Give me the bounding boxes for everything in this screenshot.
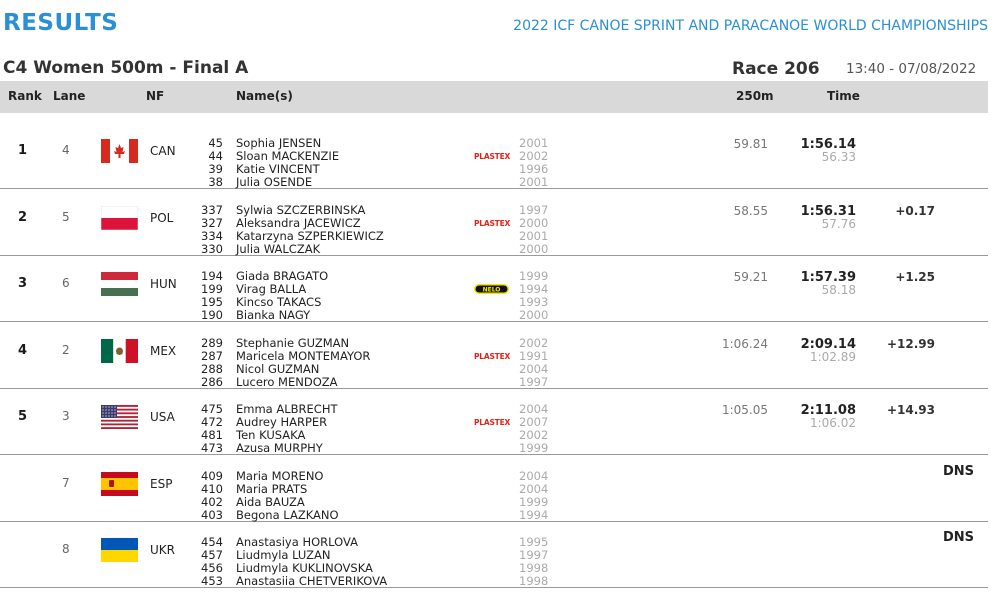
svg-text:PLASTEX: PLASTEX xyxy=(474,218,510,228)
bib-numbers xyxy=(190,337,223,389)
birth-year-line: 2004 xyxy=(519,402,549,416)
status-badge: DNS xyxy=(942,530,974,545)
ukraine-flag xyxy=(101,538,138,562)
results-title: RESULTS xyxy=(3,10,119,36)
birth-year-line: 2004 xyxy=(519,468,549,483)
lane-cell: 4 xyxy=(62,143,70,157)
lane-cell: 2 xyxy=(62,342,70,357)
nf-cell: POL xyxy=(150,210,174,225)
col-time: Time xyxy=(827,89,860,103)
athlete-name-line: Maria PRATS xyxy=(236,481,308,496)
athlete-name-line: Audrey HARPER xyxy=(236,415,328,429)
table-row xyxy=(0,322,988,389)
athlete-name-line: Katarzyna SZPERKIEWICZ xyxy=(236,228,384,243)
race-number xyxy=(732,59,820,79)
race-label: Race xyxy=(732,59,779,79)
event-title: C4 Women 500m - Final A xyxy=(3,58,249,78)
final-time: 2:09.14 xyxy=(800,336,856,352)
bib-number-line: 44 xyxy=(208,149,223,163)
nf-cell: UKR xyxy=(150,543,175,557)
bib-numbers xyxy=(190,536,223,588)
svg-text:PLASTEX: PLASTEX xyxy=(474,152,510,161)
nelo-logo xyxy=(474,280,510,292)
bib-number-line: 330 xyxy=(201,241,223,256)
athlete-name-line: Virag BALLA xyxy=(236,282,307,296)
athlete-name-line: Anastasiya HORLOVA xyxy=(236,535,358,549)
nf-cell: ESP xyxy=(150,476,173,491)
athlete-name-line: Sophia JENSEN xyxy=(236,136,322,150)
birth-year-line: 2002 xyxy=(519,149,549,163)
final-time: 1:56.31 xyxy=(800,203,856,219)
birth-years xyxy=(519,536,548,588)
second-split: 58.18 xyxy=(821,283,856,297)
athlete-name-line: Emma ALBRECHT xyxy=(236,402,338,416)
birth-years xyxy=(519,270,548,322)
birth-year-line: 1997 xyxy=(519,374,549,389)
table-row xyxy=(0,521,988,588)
plastex-logo xyxy=(474,147,510,159)
birth-year-line: 1997 xyxy=(519,548,549,562)
second-split: 1:06.02 xyxy=(809,416,856,430)
athlete-name-line: Aleksandra JACEWICZ xyxy=(236,215,361,230)
athlete-name-line: Ten KUSAKA xyxy=(236,428,306,442)
athlete-name-line: Sylwia SZCZERBINSKA xyxy=(236,202,366,217)
birth-year-line: 2000 xyxy=(519,241,549,256)
birth-year-line: 2001 xyxy=(519,175,549,189)
svg-text:PLASTEX: PLASTEX xyxy=(474,351,510,361)
bib-number-line: 403 xyxy=(201,507,223,522)
mexico-flag xyxy=(101,339,138,363)
bib-numbers xyxy=(190,403,223,455)
nf-cell: MEX xyxy=(150,343,177,358)
birth-year-line: 1999 xyxy=(519,441,549,455)
athlete-name-line: Aida BAUZA xyxy=(236,494,305,509)
birth-year-line: 1994 xyxy=(519,282,549,296)
table-row xyxy=(0,122,988,189)
bib-number-line: 39 xyxy=(208,162,223,176)
athlete-names xyxy=(236,337,370,389)
bib-numbers xyxy=(190,137,223,189)
athlete-name-line: Lucero MENDOZA xyxy=(236,374,338,389)
bib-number-line: 194 xyxy=(201,269,223,283)
poland-flag xyxy=(101,206,138,230)
birth-years xyxy=(519,470,548,522)
athlete-name-line: Nicol GUZMAN xyxy=(236,361,320,376)
split-250m: 59.21 xyxy=(733,270,768,284)
lane-cell: 6 xyxy=(62,276,70,290)
birth-year-line: 2004 xyxy=(519,481,549,496)
athlete-name-line: Stephanie GUZMAN xyxy=(236,335,350,350)
svg-text:PLASTEX: PLASTEX xyxy=(474,418,510,427)
athlete-names xyxy=(236,204,384,256)
birth-year-line: 2004 xyxy=(519,361,549,376)
bib-number-line: 45 xyxy=(208,136,223,150)
rank-cell: 4 xyxy=(18,342,28,358)
split-250m: 58.55 xyxy=(733,203,768,218)
final-time: 1:56.14 xyxy=(800,137,856,152)
col-nf: NF xyxy=(146,89,165,103)
split-250m: 59.81 xyxy=(733,137,768,151)
athlete-name-line: Begona LAZKANO xyxy=(236,507,339,522)
bib-number-line: 454 xyxy=(201,535,223,549)
time-behind: +1.25 xyxy=(895,270,935,284)
athlete-name-line: Kincso TAKACS xyxy=(236,295,322,309)
lane-cell: 5 xyxy=(62,209,70,224)
athlete-names xyxy=(236,403,338,455)
athlete-names xyxy=(236,536,387,588)
birth-year-line: 1996 xyxy=(519,162,549,176)
table-row xyxy=(0,455,988,522)
birth-year-line: 2000 xyxy=(519,215,549,230)
canada-flag xyxy=(101,139,138,163)
athlete-name-line: Katie VINCENT xyxy=(236,162,320,176)
bib-numbers xyxy=(190,204,223,256)
race-datetime: 13:40 - 07/08/2022 xyxy=(846,61,977,77)
athlete-name-line: Sloan MACKENZIE xyxy=(236,149,340,163)
rank-cell: 3 xyxy=(18,276,28,291)
bib-number-line: 195 xyxy=(201,295,223,309)
race-number-value: 206 xyxy=(784,59,820,79)
birth-year-line: 1999 xyxy=(519,269,549,283)
birth-year-line: 2002 xyxy=(519,428,549,442)
split-250m: 1:05.05 xyxy=(721,403,768,417)
table-row xyxy=(0,388,988,455)
athlete-name-line: Julia WALCZAK xyxy=(236,241,321,256)
bib-number-line: 337 xyxy=(201,202,223,217)
time-behind: +0.17 xyxy=(895,203,935,218)
split-250m: 1:06.24 xyxy=(721,336,768,351)
birth-years xyxy=(519,403,548,455)
rank-cell: 2 xyxy=(18,209,28,225)
athlete-name-line: Liudmyla LUZAN xyxy=(236,548,331,562)
bib-number-line: 286 xyxy=(201,374,223,389)
bib-number-line: 190 xyxy=(201,308,223,322)
lane-cell: 7 xyxy=(62,475,70,490)
col-names: Name(s) xyxy=(236,89,293,103)
athlete-names xyxy=(236,137,339,189)
championship-title: 2022 ICF CANOE SPRINT AND PARACANOE WORLD CHAMPIONSHIPS xyxy=(513,18,988,34)
birth-year-line: 1998 xyxy=(519,561,549,575)
nf-cell: USA xyxy=(150,410,175,424)
rank-cell: 5 xyxy=(18,409,28,424)
athlete-name-line: Anastasiia CHETVERIKOVA xyxy=(236,574,388,588)
athlete-name-line: Maricela MONTEMAYOR xyxy=(236,348,371,363)
birth-year-line: 2001 xyxy=(519,228,549,243)
second-split: 57.76 xyxy=(821,216,856,231)
spain-flag xyxy=(101,472,138,496)
athlete-name-line: Giada BRAGATO xyxy=(236,269,329,283)
bib-number-line: 287 xyxy=(201,348,223,363)
lane-cell: 8 xyxy=(62,542,70,556)
plastex-logo xyxy=(474,347,510,359)
birth-year-line: 1995 xyxy=(519,535,549,549)
final-time: 1:57.39 xyxy=(800,270,856,285)
nf-cell: HUN xyxy=(150,277,177,291)
bib-numbers xyxy=(190,470,223,522)
final-time: 2:11.08 xyxy=(800,403,856,418)
birth-year-line: 1993 xyxy=(519,295,549,309)
status-badge: DNS xyxy=(942,463,974,479)
time-behind: +12.99 xyxy=(886,336,935,351)
bib-number-line: 481 xyxy=(201,428,223,442)
bib-number-line: 453 xyxy=(201,574,223,588)
athlete-name-line: Liudmyla KUKLINOVSKA xyxy=(236,561,373,575)
athlete-name-line: Maria MORENO xyxy=(236,468,324,483)
table-row xyxy=(0,189,988,256)
birth-year-line: 2007 xyxy=(519,415,549,429)
athlete-names xyxy=(236,470,339,522)
birth-year-line: 2000 xyxy=(519,308,549,322)
bib-number-line: 473 xyxy=(201,441,223,455)
birth-year-line: 1997 xyxy=(519,202,549,217)
birth-years xyxy=(519,137,548,189)
bib-number-line: 327 xyxy=(201,215,223,230)
bib-number-line: 475 xyxy=(201,402,223,416)
athlete-name-line: Bianka NAGY xyxy=(236,308,311,322)
plastex-logo xyxy=(474,413,510,425)
bib-number-line: 409 xyxy=(201,468,223,483)
col-split: 250m xyxy=(736,89,774,103)
bib-numbers xyxy=(190,270,223,322)
bib-number-line: 457 xyxy=(201,548,223,562)
birth-years xyxy=(519,337,548,389)
time-behind: +14.93 xyxy=(886,403,935,417)
athlete-name-line: Azusa MURPHY xyxy=(236,441,323,455)
birth-year-line: 1999 xyxy=(519,494,549,509)
table-row xyxy=(0,255,988,322)
hungary-flag xyxy=(101,272,138,296)
usa-flag xyxy=(101,405,138,429)
results-table-header xyxy=(0,81,988,113)
athlete-names xyxy=(236,270,328,322)
birth-year-line: 2001 xyxy=(519,136,549,150)
plastex-logo xyxy=(474,214,510,226)
rank-cell: 1 xyxy=(18,143,28,158)
bib-number-line: 38 xyxy=(208,175,223,189)
bib-number-line: 199 xyxy=(201,282,223,296)
bib-number-line: 334 xyxy=(201,228,223,243)
birth-year-line: 1991 xyxy=(519,348,549,363)
bib-number-line: 289 xyxy=(201,335,223,350)
bib-number-line: 402 xyxy=(201,494,223,509)
birth-year-line: 1994 xyxy=(519,507,549,522)
birth-year-line: 1998 xyxy=(519,574,549,588)
col-lane: Lane xyxy=(53,89,86,103)
second-split: 1:02.89 xyxy=(809,349,856,364)
birth-year-line: 2002 xyxy=(519,335,549,350)
bib-number-line: 410 xyxy=(201,481,223,496)
athlete-name-line: Julia OSENDE xyxy=(236,175,313,189)
lane-cell: 3 xyxy=(62,409,70,423)
second-split: 56.33 xyxy=(821,150,856,164)
birth-years xyxy=(519,204,548,256)
bib-number-line: 288 xyxy=(201,361,223,376)
svg-text:NELO: NELO xyxy=(482,286,501,294)
bib-number-line: 472 xyxy=(201,415,223,429)
bib-number-line: 456 xyxy=(201,561,223,575)
col-rank: Rank xyxy=(8,89,42,103)
nf-cell: CAN xyxy=(150,144,176,158)
